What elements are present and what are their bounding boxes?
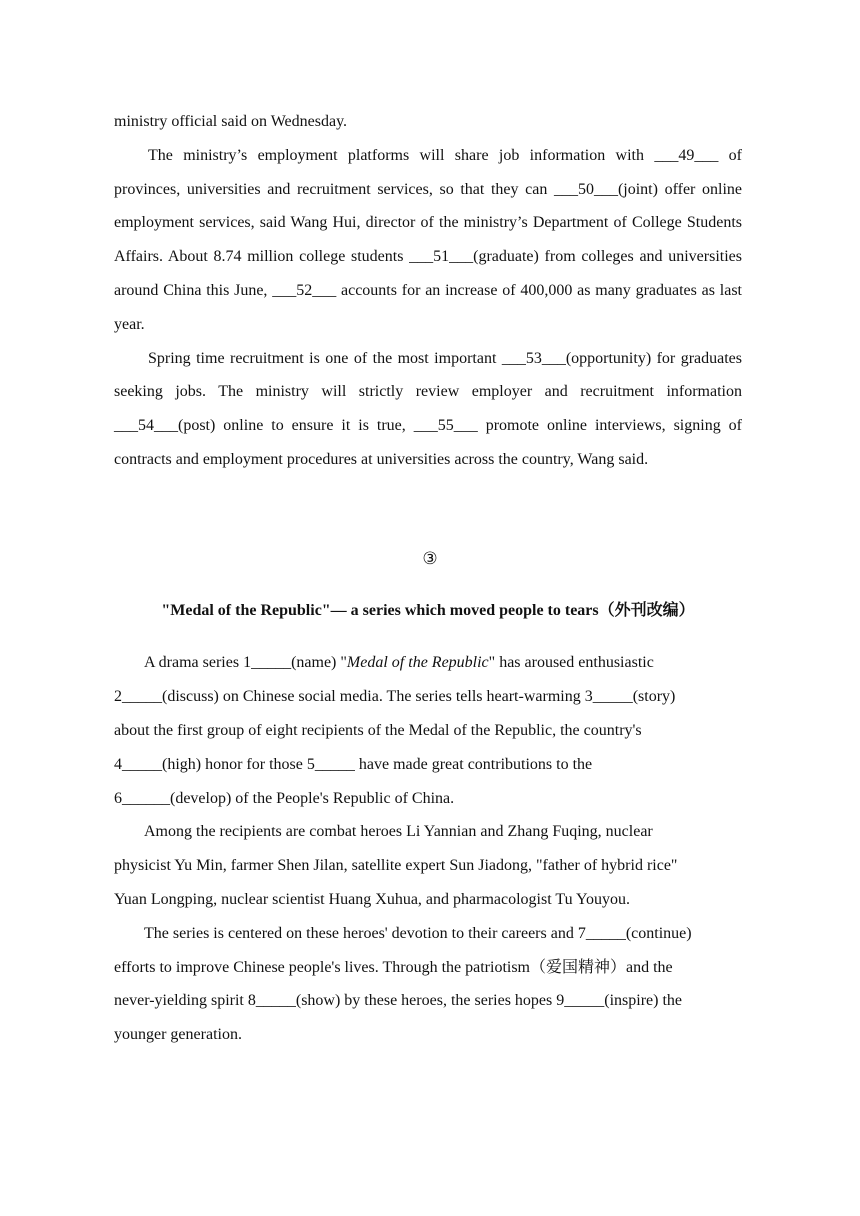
passage-3-line-1	[144, 651, 804, 675]
passage-3-line-10: efforts to improve Chinese people's lives. Through the patriotism（爱国精神）and the	[114, 959, 673, 976]
paragraph-employment-platforms: The ministry’s employment platforms will share job information with ___49___ of provinces, universities and recruitment services, so that they can ___50___(joint) offer online employment services, said Wang Hui, director of the ministry’s Department of College Students Affairs. About 8.74 million college students ___51___(graduate) from colleges and universities around China this June, ___52___ accounts for an increase of 400,000 as many graduates as last year.	[114, 146, 742, 333]
passage-3-line-9: The series is centered on these heroes' devotion to their careers and 7_____(continue)	[144, 925, 692, 942]
section-marker: ③	[422, 549, 438, 569]
passage-3-line-5: 6______(develop) of the People's Republic of China.	[114, 790, 455, 807]
passage-3-line-3: about the first group of eight recipients of the Medal of the Republic, the country's	[114, 722, 642, 739]
carryover-line: ministry official said on Wednesday.	[114, 113, 348, 130]
passage-3-line-6: Among the recipients are combat heroes Li Yannian and Zhang Fuqing, nuclear	[144, 823, 653, 840]
passage-2	[114, 105, 742, 477]
series-title-italic: Medal of the Republic	[346, 654, 489, 671]
line-1-start: A drama series 1_____(name) "	[144, 654, 347, 671]
passage-3-line-8: Yuan Longping, nuclear scientist Huang Xuhua, and pharmacologist Tu Youyou.	[114, 891, 630, 908]
paragraph-spring-recruitment: Spring time recruitment is one of the most important ___53___(opportunity) for graduates seeking jobs. The ministry will strictly review employer and recruitment information ___54___(post) online to ensure it is true, ___55___ promote online interviews, signing of contracts and employment procedures at universities across the country, Wang said.	[114, 349, 742, 468]
passage-3-title: "Medal of the Republic"— a series which moved people to tears（外刊改编）	[161, 602, 695, 619]
passage-3-line-12: younger generation.	[114, 1026, 242, 1043]
passage-3-line-4: 4_____(high) honor for those 5_____ have made great contributions to the	[114, 756, 593, 773]
passage-3-line-11: never-yielding spirit 8_____(show) by these heroes, the series hopes 9_____(inspire) the	[114, 992, 682, 1009]
passage-3-line-2: 2_____(discuss) on Chinese social media. The series tells heart-warming 3_____(story)	[114, 688, 676, 705]
line-1-end: " has aroused enthusiastic	[488, 654, 654, 671]
passage-3-line-7: physicist Yu Min, farmer Shen Jilan, satellite expert Sun Jiadong, "father of hybrid rice"	[114, 857, 678, 874]
